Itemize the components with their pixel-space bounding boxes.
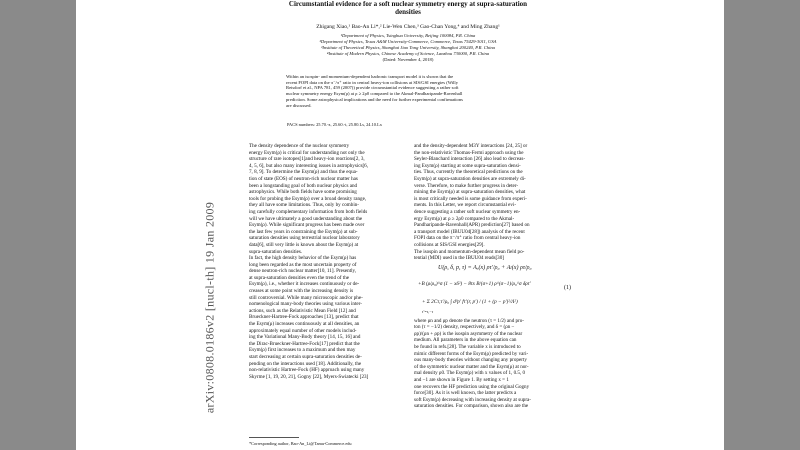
text-line: Esym(ρ). While significant progress has been made over xyxy=(249,222,365,229)
equation-line: +B (ρ/ρ₀)^σ (1 − xδ²) − 8τx B/(σ+1) ρ^(σ−1)/ρ₀^σ δρτ′ xyxy=(418,280,531,287)
title-line: densities xyxy=(395,8,421,16)
text-line: ing the Variational Many-Body theory [14, 15, 16] and xyxy=(249,334,361,341)
text-line: FOPI data on the π⁻/π⁺ ratio from central heavy-ion xyxy=(414,235,521,242)
affiliations xyxy=(250,33,566,63)
text-line: ton (τ = −1/2) density, respectively, and δ = (ρn − xyxy=(414,324,515,331)
text-line: nomenological many-body theories using various inter- xyxy=(249,301,362,308)
text-line: 7, 8, 9]. To determine the Esym(ρ) and thus the equa- xyxy=(249,169,358,176)
abstract-line: Reisdorf et al., NPA 781, 459 (2007)) provide circumstantial evidence suggesting a rather soft xyxy=(286,85,459,91)
abstract-line: nuclear symmetry energy Esym(ρ) at ρ ≥ 2ρ0 compared to the Akmal-Pandharipande-Ravenhall xyxy=(286,91,463,97)
paper-title xyxy=(258,0,558,16)
text-line: still controversial. While many microscopic and/or phe- xyxy=(249,294,363,301)
footnote-rule xyxy=(249,437,299,438)
abstract-line: prediction. Some astrophysical implications and the need for further experimental confirmations xyxy=(286,96,463,102)
text-line: tion of state (EOS) of neutron-rich nuclear matter has xyxy=(249,175,358,182)
text-line: actions, such as the Relativistic Mean Field [12] and xyxy=(249,307,356,314)
text-line: mal density ρ0. The Esym(ρ) with x values of 1, 0.5, 0 xyxy=(414,370,526,377)
text-line: astrophysics. While both fields have some promising xyxy=(249,189,357,196)
text-line: the Dirac-Brueckner-Hartree-Fock[17] predict that the xyxy=(249,340,360,347)
text-line: ments. In this Letter, we report circumstantial evi- xyxy=(414,202,517,209)
abstract xyxy=(286,74,556,108)
text-line: the last few years in constraining the Esym(ρ) at sub- xyxy=(249,228,358,235)
text-line: at supra-saturation densities even the trend of the xyxy=(249,274,350,281)
text-line: The density dependence of the nuclear symmetry xyxy=(249,143,350,149)
affiliation: ³Institute of Theoretical Physics, Shanghai Jiao Tong University, Shanghai 200240, P.R. China xyxy=(321,45,495,50)
text-line: Esym(ρ), i.e., whether it increases continuously or de- xyxy=(249,281,360,288)
left-margin-band xyxy=(0,0,76,450)
text-line: where ρn and ρp denote the neutron (τ = 1/2) and pro- xyxy=(414,317,525,324)
equation-block xyxy=(414,263,571,317)
affiliation: ⁴Institute of Modern Physics, Chinese Academy of Science, Lanzhou 730000, P.R. China xyxy=(326,51,490,56)
text-line: is most critically needed is some guidance from experi- xyxy=(414,195,527,202)
right-margin-band xyxy=(724,0,800,450)
body-column-right xyxy=(414,143,571,410)
text-line: collisions at SIS/GSI energies[29]. xyxy=(414,241,485,248)
text-line: mimic different forms of the Esym(ρ) predicted by vari- xyxy=(414,350,529,357)
affiliation: ²Department of Physics, Texas A&M University-Commerce, Commerce, Texas 75429-3011, USA xyxy=(319,39,497,44)
text-line: one recovers the HF prediction using the original Gogny xyxy=(414,383,530,390)
text-line: saturation densities. For comparison, shown also are the xyxy=(414,403,529,410)
text-line: Esym(ρ) at supra-saturation densities are extremely di- xyxy=(414,175,526,182)
title-line: Circumstantial evidence for a soft nuclear symmetry energy at supra-saturation xyxy=(288,0,528,8)
text-line: and −1 are shown in Figure 1. By setting x = 1 xyxy=(414,377,509,384)
text-line: a transport model (IBUU04[28]) analysis of the recent xyxy=(414,228,525,235)
equation-line: + Σ 2Cτ,τ′/ρ₀ ∫ d³p′ fτ′(r, p′) / (1 + (p − p′)²/Λ²) xyxy=(422,298,518,305)
text-line: mining the Esym(ρ) at supra-saturation densities, what xyxy=(414,189,526,196)
abstract-line: Within an isospin- and momentum-dependent hadronic transport model it is shown that the xyxy=(286,74,454,79)
text-line: ing Esym(ρ) starting at some supra-saturation densi- xyxy=(414,162,521,169)
text-line: ρp)/(ρn + ρp) is the isospin asymmetry of the nuclear xyxy=(414,330,523,337)
equation-line: U(ρ, δ, p, τ) = Aᵤ(x) ρτ′/ρ₀ + Aₗ(x) ρτ/ρ₀ xyxy=(438,264,532,271)
abstract-line: recent FOPI data on the π⁻/π⁺ ratio in central heavy-ion collisions at SIS/GSI energies (Willy xyxy=(286,79,459,85)
date-line: (Dated: November 4, 2018) xyxy=(382,57,434,62)
text-line: Brueckner-Hartree-Fock approaches [13], predict that xyxy=(249,314,359,321)
text-line: supra-saturation densities. xyxy=(249,248,303,255)
body-column-left xyxy=(249,143,406,380)
text-line: be found in refs.[28]. The variable x is introduced to xyxy=(414,344,521,351)
text-line: approximately equal number of other models includ- xyxy=(249,327,357,334)
text-line: dense neutron-rich nuclear matter[10, 11]. Presently, xyxy=(249,268,356,275)
abstract-line: are discussed. xyxy=(286,102,312,108)
text-line: creases at some point with the increasing density is xyxy=(249,288,354,295)
text-line: start decreasing at certain supra-saturation densities de- xyxy=(249,354,362,360)
text-line: Skyrme [1, 19, 20, 21], Gogny [22], Myers-Swiatecki [23] xyxy=(249,373,369,380)
text-line: Pandharipande-Ravenhall(APR) prediction[27] based on xyxy=(414,222,530,229)
author-list: Zhigang Xiao,¹ Bao-An Li*,² Lie-Wen Chen,³ Gao-Chan Yong,⁴ and Ming Zhang¹ xyxy=(316,24,500,30)
text-line: data[6], still very little is known about the Esym(ρ) at xyxy=(249,241,359,248)
equation-number: (1) xyxy=(564,284,571,291)
text-line: Esym(ρ) first increases to a maximum and then may xyxy=(249,347,356,354)
text-line: energy Esym(ρ) is critical for understanding not only the xyxy=(249,149,365,156)
text-line: In fact, the high density behavior of the Esym(ρ) has xyxy=(249,255,357,262)
text-line: ergy Esym(ρ) at ρ ≥ 2ρ0 compared to the Akmal- xyxy=(414,215,515,222)
text-line: and the density-dependent M3Y interactions [24, 25] or xyxy=(414,143,528,149)
pacs-numbers: PACS numbers: 25.70.-z, 25.60.-t, 25.80.Ls, 24.10.Lx xyxy=(287,122,382,127)
text-line: the Esym(ρ) increases continuously at all densities, an xyxy=(249,321,360,328)
text-line: Seyler-Blanchard interaction [26] also lead to decreas- xyxy=(414,156,526,163)
text-line: ous many-body theories without changing any property xyxy=(414,357,527,364)
text-line: pending on the interactions used [18]. Additionally, the xyxy=(249,360,362,367)
text-line: force[30]. As it is well known, the latter predicts a xyxy=(414,390,517,397)
footnote: *Corresponding author, Bao-An_Li@Tamu-Commerce.edu xyxy=(249,441,352,446)
text-line: will we have ultimately a good understanding about the xyxy=(249,215,363,222)
arxiv-id: arXiv:0808.0186v2 [nucl-th] 19 Jan 2009 xyxy=(202,201,217,414)
text-line: verse. Therefore, to make further progress in deter- xyxy=(414,182,519,189)
text-line: medium. All parameters in the above equation can xyxy=(414,337,517,344)
text-line: ties. Thus, currently the theoretical predictions on the xyxy=(414,169,523,176)
text-line: of the symmetric nuclear matter and the Esym(ρ) at nor- xyxy=(414,363,529,370)
text-line: tential (MDI) used in the IBUU04 reads[30] xyxy=(414,255,504,262)
affiliation: ¹Department of Physics, Tsinghua University, Beijing 100084, P.R. China xyxy=(340,33,476,38)
text-line: ing carefully complementary information from both fields xyxy=(249,208,368,215)
text-line: dence suggesting a rather soft nuclear symmetry en- xyxy=(414,208,521,215)
text-line: structure of rare isotopes[1]and heavy-ion reactions[2, 3, xyxy=(249,156,365,163)
arxiv-stamp xyxy=(204,186,216,426)
text-line: 4, 5, 6], but also many interesting issues in astrophysics[6, xyxy=(249,162,368,169)
text-line: they all have some limitations. Thus, only by combin- xyxy=(249,202,359,209)
text-line: the non-relativistic Thomas-Fermi approach using the xyxy=(414,149,524,156)
text-line: The isospin and momentum-dependent mean field po- xyxy=(414,248,525,255)
equation-sum-index: τ′=τ,−τ xyxy=(422,309,433,314)
text-line: long been regarded as the most uncertain property of xyxy=(249,261,357,268)
text-line: soft Esym(ρ) decreasing with increasing density at supra- xyxy=(414,396,531,403)
text-line: been a longstanding goal of both nuclear physics and xyxy=(249,182,358,189)
text-line: tools for probing the Esym(ρ) over a broad density range, xyxy=(249,195,367,202)
text-line: saturation densities using terrestrial nuclear laboratory xyxy=(249,235,360,242)
text-line: non-relativistic Hartree-Fock (HF) approach using many xyxy=(249,367,365,374)
